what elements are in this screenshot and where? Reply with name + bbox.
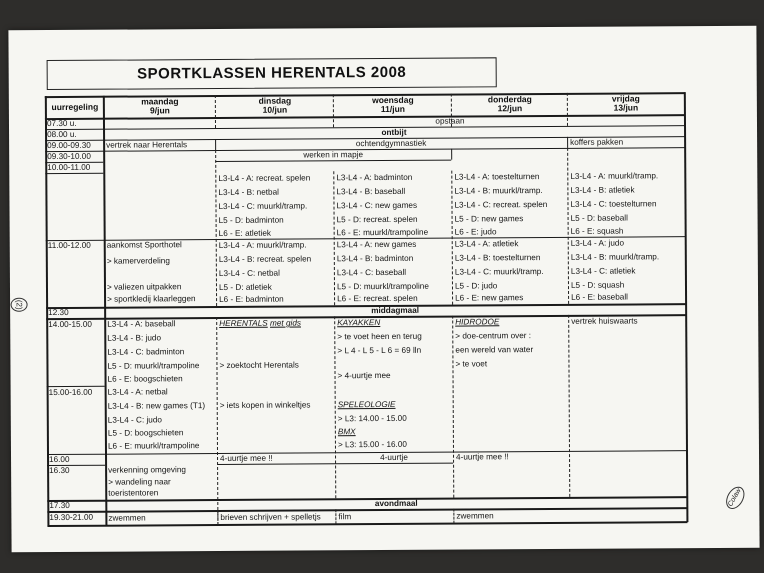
thu-am2-3: L5 - D: judo <box>454 281 498 291</box>
column-divider <box>452 316 454 498</box>
page-title: SPORTKLASSEN HERENTALS 2008 <box>137 63 407 83</box>
middagmaal-label: middagmaal <box>371 305 420 316</box>
wed-te-voet: > te voet heen en terug <box>337 331 422 342</box>
mon-aankomst: aankomst Sporthotel <box>106 240 182 250</box>
tue-zoektocht: > zoektocht Herentals <box>219 360 299 371</box>
time-1400: 14.00-15.00 <box>48 319 92 330</box>
wed-l3: > L3: 14.00 - 15.00 <box>337 413 407 424</box>
time-0800: 08.00 u. <box>47 129 77 140</box>
time-1230: 12.30 <box>48 307 69 318</box>
wed-film: film <box>338 512 352 522</box>
fri-koffers: koffers pakken <box>570 137 624 147</box>
signature-mark: Colaw <box>722 483 748 512</box>
tue-uurtje-mee: 4-uurtje mee !! <box>220 453 273 464</box>
time-1630: 16.30 <box>49 465 70 476</box>
fri-am2-1: L3-L4 - B: muurkl/tramp. <box>570 252 660 262</box>
ontbijt-label: ontbijt <box>381 127 407 138</box>
wed-l3b: > L3: 15.00 - 16.00 <box>337 439 407 450</box>
mon-pm1-2: L3-L4 - C: badminton <box>107 347 185 357</box>
tue-am2-1: L3-L4 - B: recreat. spelen <box>218 254 312 265</box>
title-box <box>47 57 497 90</box>
tue-am2-2: L3-L4 - C: netbal <box>218 268 280 279</box>
mon-pm1-4: L6 - E: boogschieten <box>107 374 183 384</box>
mon-pm1-3: L5 - D: muurkl/trampoline <box>107 361 200 371</box>
tue-am1-3: L5 - D: badminton <box>218 215 284 226</box>
thu-am2-1: L3-L4 - B: toestelturnen <box>454 253 541 263</box>
wed-am2-0: L3-L4 - A: new games <box>336 239 417 250</box>
column-divider <box>217 510 218 525</box>
avondmaal-label: avondmaal <box>374 498 418 509</box>
thu-am1-3: L5 - D: new games <box>454 214 524 224</box>
wed-am2-1: L3-L4 - B: badminton <box>336 253 414 264</box>
mon-pm2-4: L6 - E: muurkl/trampoline <box>107 441 200 451</box>
thu-hidrodoe: HIDRODOE <box>455 317 500 327</box>
mon-pm1-0: L3-L4 - A: baseball <box>107 319 176 329</box>
tue-am1-2: L3-L4 - C: muurkl/tramp. <box>218 201 308 212</box>
time-1930: 19.30-21.00 <box>49 512 94 523</box>
wed-am1-0: L3-L4 - A: badminton <box>336 172 413 183</box>
tue-am2-0: L3-L4 - A: muurkl/tramp. <box>218 240 307 251</box>
thu-am1-4: L6 - E: judo <box>454 227 497 237</box>
fri-am2-2: L3-L4 - C: atletiek <box>570 266 636 276</box>
thu-zwemmen: zwemmen <box>456 511 494 521</box>
thu-am2-0: L3-L4 - A: atletiek <box>454 239 519 249</box>
thu-am1-0: L3-L4 - A: toestelturnen <box>454 172 540 182</box>
mon-valiezen: > valiezen uitpakken <box>106 282 182 292</box>
wed-am2-3: L5 - D: muurkl/trampoline <box>336 281 429 292</box>
fri-am1-4: L6 - E: squash <box>570 226 624 236</box>
fri-am1-3: L5 - D: baseball <box>570 213 628 223</box>
column-divider <box>335 509 336 524</box>
mon-pm2-1: L3-L4 - B: new games (T1) <box>107 401 206 411</box>
fri-am2-3: L5 - D: squash <box>570 280 625 290</box>
column-divider <box>216 317 218 525</box>
tue-winkeltjes: > iets kopen in winkeltjes <box>219 400 311 411</box>
wed-am2-2: L3-L4 - C: baseball <box>336 267 407 278</box>
tue-am1-0: L3-L4 - A: recreat. spelen <box>218 173 311 184</box>
thu-wereld: een wereld van water <box>455 345 534 355</box>
mon-pm2-3: L5 - D: boogschieten <box>107 428 184 438</box>
wed-am1-1: L3-L4 - B: baseball <box>336 186 406 197</box>
mon-toeristentoren: toeristentoren <box>108 488 159 498</box>
thu-te-voet: > te voet <box>455 359 488 369</box>
thu-am1-1: L3-L4 - B: muurkl/tramp. <box>454 186 543 196</box>
mon-pm2-0: L3-L4 - A: netbal <box>107 387 168 397</box>
fri-am1-0: L3-L4 - A: muurkl/tramp. <box>570 171 659 181</box>
wed-speleologie: SPELEOLOGIE <box>337 399 396 410</box>
wed-kayakken: KAYAKKEN <box>337 318 381 328</box>
time-1730: 17.30 <box>49 500 70 511</box>
wed-am2-4: L6 - E: recreat. spelen <box>337 293 418 304</box>
fri-vertrek: vertrek huiswaarts <box>571 316 638 326</box>
wed-am1-3: L5 - D: recreat. spelen <box>336 214 418 225</box>
ochtendgymnastiek-label: ochtendgymnastiek <box>355 138 427 149</box>
mon-vertrek: vertrek naar Herentals <box>106 140 188 150</box>
mon-verkenning: verkenning omgeving <box>108 465 186 475</box>
column-divider <box>567 148 569 304</box>
tue-am1-1: L3-L4 - B: netbal <box>218 187 279 198</box>
tue-am2-4: L6 - E: badminton <box>219 294 284 305</box>
thu-am1-2: L3-L4 - C: recreat. spelen <box>454 200 548 210</box>
mon-pm1-1: L3-L4 - B: judo <box>107 333 162 343</box>
tue-herentals-title: HERENTALS met gids <box>219 318 301 329</box>
header-woensdag: woensdag 11/jun <box>372 94 414 115</box>
time-1100: 11.00-12.00 <box>47 240 91 251</box>
wed-am1-4: L6 - E: muurkl/trampoline <box>336 227 429 238</box>
time-1000: 10.00-11.00 <box>47 162 91 173</box>
tue-am1-4: L6 - E: atletiek <box>218 228 272 239</box>
fri-am1-1: L3-L4 - B: atletiek <box>570 185 635 195</box>
wed-lln: > L 4 - L 5 - L 6 = 69 lln <box>337 345 422 356</box>
column-divider <box>215 150 217 306</box>
opstaan-label: opstaan <box>435 116 465 126</box>
thu-am2-4: L6 - E: new games <box>455 293 524 303</box>
time-1500: 15.00-16.00 <box>48 387 93 398</box>
page-number-mark: (2) <box>11 298 28 312</box>
time-1600: 16.00 <box>49 454 70 465</box>
row-line <box>47 386 105 387</box>
column-divider <box>334 316 336 498</box>
thu-doe-centrum: > doe-centrum over : <box>455 331 532 341</box>
time-0930: 09.30-10.00 <box>47 151 91 162</box>
fri-am2-0: L3-L4 - A: judo <box>570 238 625 248</box>
column-divider <box>568 315 570 497</box>
thu-uurtje-mee: 4-uurtje mee !! <box>456 452 509 462</box>
column-line <box>451 149 452 160</box>
werken-label: werken in mapje <box>303 150 364 160</box>
mon-kamer: > kamerverdeling <box>106 256 170 266</box>
tue-brieven: brieven schrijven + spelletjs <box>220 512 321 523</box>
wed-uurtje: 4-uurtje <box>380 452 408 463</box>
wed-am1-2: L3-L4 - C: new games <box>336 200 418 211</box>
mon-wandeling: > wandeling naar <box>108 477 171 487</box>
schedule-sheet <box>8 26 759 553</box>
wed-uurtje-mee: > 4-uurtje mee <box>337 370 391 381</box>
column-line <box>567 137 568 148</box>
header-vrijdag: vrijdag 13/jun <box>611 93 640 113</box>
time-0730: 07.30 u. <box>46 118 77 129</box>
header-dinsdag: dinsdag 10/jun <box>258 95 292 115</box>
tue-am2-3: L5 - D: atletiek <box>218 282 272 293</box>
column-divider <box>453 509 454 524</box>
header-uurregeling: uurregeling <box>51 101 99 113</box>
header-donderdag: donderdag 12/jun <box>487 94 532 114</box>
mon-zwemmen: zwemmen <box>108 513 146 523</box>
mon-pm2-2: L3-L4 - C: judo <box>107 415 162 425</box>
thu-am2-2: L3-L4 - C: muurkl/tramp. <box>454 267 544 277</box>
wed-bmx: BMX <box>337 427 356 437</box>
header-maandag: maandag 9/jun <box>141 96 179 116</box>
time-0900: 09.00-09.30 <box>47 140 91 151</box>
fri-am2-4: L6 - E: baseball <box>571 292 628 302</box>
fri-am1-2: L3-L4 - C: toestelturnen <box>570 199 657 209</box>
schedule-table <box>45 92 688 526</box>
mon-sportkledij: > sportkledij klaarleggen <box>107 294 196 304</box>
